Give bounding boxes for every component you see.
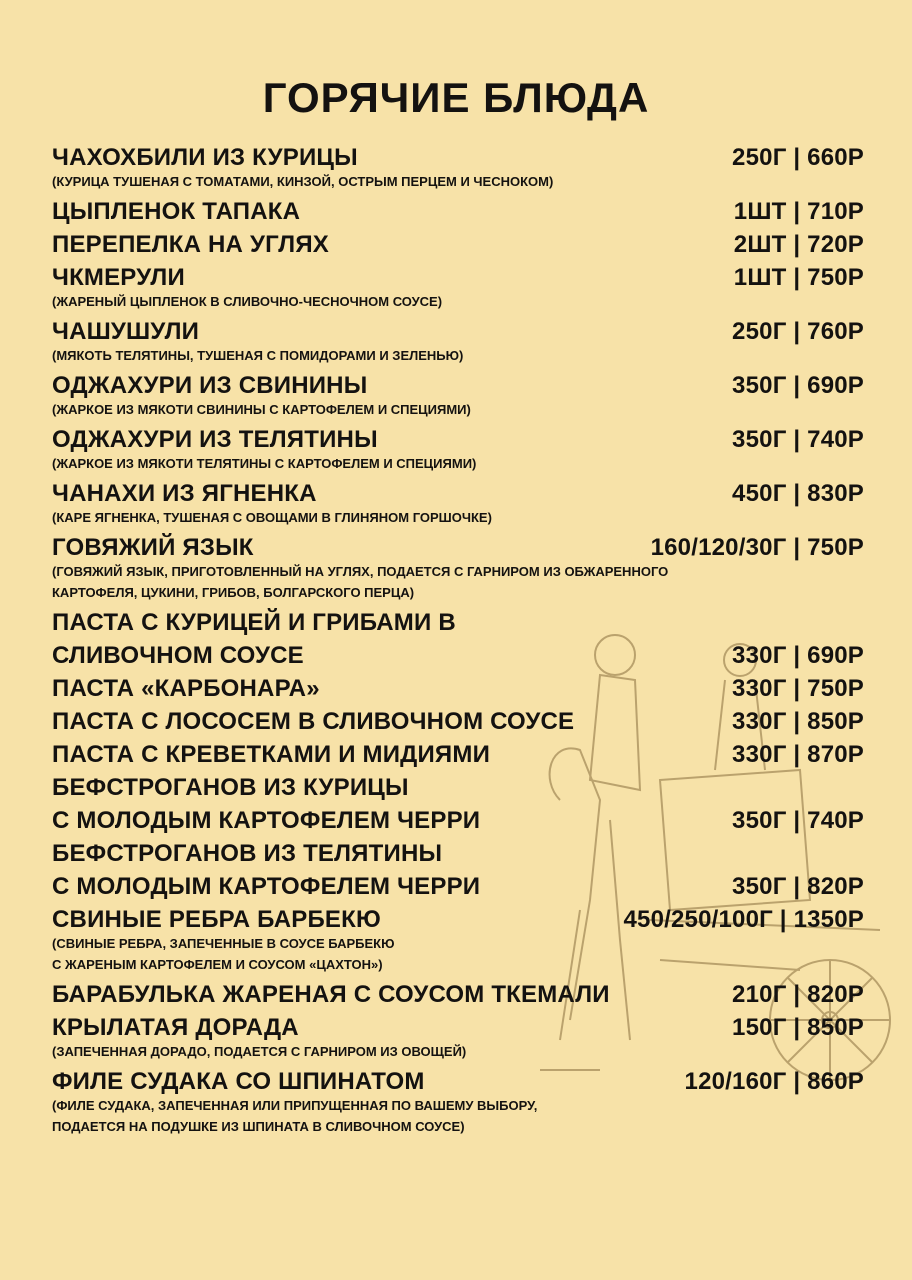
menu-item-line xyxy=(52,870,864,903)
menu-item xyxy=(52,315,864,366)
menu-item-line xyxy=(52,978,864,1011)
dish-name: ЧАНАХИ ИЗ ЯГНЕНКА xyxy=(52,479,317,507)
menu-item-line xyxy=(52,228,864,261)
dish-price: 450/250/100Г | 1350Р xyxy=(623,905,864,933)
dish-price: 330Г | 870Р xyxy=(732,740,864,768)
dish-description xyxy=(52,507,864,528)
dish-name: ЧАХОХБИЛИ ИЗ КУРИЦЫ xyxy=(52,143,358,171)
menu-item-line xyxy=(52,705,864,738)
dish-name: С МОЛОДЫМ КАРТОФЕЛЕМ ЧЕРРИ xyxy=(52,872,481,900)
menu-item xyxy=(52,369,864,420)
menu-item-line xyxy=(52,606,864,639)
menu-list xyxy=(52,141,864,1140)
dish-description xyxy=(52,399,864,420)
dish-name: ПЕРЕПЕЛКА НА УГЛЯХ xyxy=(52,230,329,258)
dish-price: 1ШТ | 710Р xyxy=(733,197,864,225)
description-line: С ЖАРЕНЫМ КАРТОФЕЛЕМ И СОУСОМ «ЦАХТОН») xyxy=(52,957,383,972)
dish-price: 250Г | 660Р xyxy=(732,143,864,171)
menu-item-line xyxy=(52,903,864,936)
menu-item-line xyxy=(52,369,864,402)
menu-item-line xyxy=(52,771,864,804)
dish-name: ЦЫПЛЕНОК ТАПАКА xyxy=(52,197,301,225)
description-line: (КАРЕ ЯГНЕНКА, ТУШЕНАЯ С ОВОЩАМИ В ГЛИНЯНОМ ГОРШОЧКЕ) xyxy=(52,510,492,525)
dish-description xyxy=(52,561,864,603)
dish-name: БЕФСТРОГАНОВ ИЗ КУРИЦЫ xyxy=(52,773,409,801)
menu-item xyxy=(52,705,864,738)
dish-name: ПАСТА С КРЕВЕТКАМИ И МИДИЯМИ xyxy=(52,740,491,768)
dish-name: СЛИВОЧНОМ СОУСЕ xyxy=(52,641,304,669)
dish-name: ЧАШУШУЛИ xyxy=(52,317,200,345)
menu-item xyxy=(52,261,864,312)
menu-item xyxy=(52,423,864,474)
dish-price: 350Г | 740Р xyxy=(732,425,864,453)
description-line: (ЖАРКОЕ ИЗ МЯКОТИ ТЕЛЯТИНЫ С КАРТОФЕЛЕМ И СПЕЦИЯМИ) xyxy=(52,456,477,471)
dish-price: 250Г | 760Р xyxy=(732,317,864,345)
dish-price: 160/120/30Г | 750Р xyxy=(650,533,864,561)
dish-description xyxy=(52,453,864,474)
menu-item xyxy=(52,978,864,1011)
menu-item-line xyxy=(52,804,864,837)
description-line: (ЖАРКОЕ ИЗ МЯКОТИ СВИНИНЫ С КАРТОФЕЛЕМ И СПЕЦИЯМИ) xyxy=(52,402,471,417)
dish-name: ПАСТА «КАРБОНАРА» xyxy=(52,674,320,702)
page-title: ГОРЯЧИЕ БЛЮДА xyxy=(262,74,650,121)
menu-item-line xyxy=(52,1065,864,1098)
dish-name: КРЫЛАТАЯ ДОРАДА xyxy=(52,1013,299,1041)
menu-item-line xyxy=(52,315,864,348)
dish-name: ОДЖАХУРИ ИЗ ТЕЛЯТИНЫ xyxy=(52,425,378,453)
menu-item-line xyxy=(52,195,864,228)
menu-item xyxy=(52,195,864,228)
dish-name: ПАСТА С КУРИЦЕЙ И ГРИБАМИ В xyxy=(52,608,456,636)
dish-price: 350Г | 820Р xyxy=(732,872,864,900)
dish-price: 330Г | 690Р xyxy=(732,641,864,669)
menu-item xyxy=(52,738,864,771)
dish-price: 210Г | 820Р xyxy=(732,980,864,1008)
menu-item-line xyxy=(52,672,864,705)
dish-price: 2ШТ | 720Р xyxy=(733,230,864,258)
menu-item-line xyxy=(52,531,864,564)
menu-item xyxy=(52,903,864,975)
menu-item xyxy=(52,141,864,192)
dish-price: 330Г | 750Р xyxy=(732,674,864,702)
dish-name: БАРАБУЛЬКА ЖАРЕНАЯ С СОУСОМ ТКЕМАЛИ xyxy=(52,980,610,1008)
dish-price: 330Г | 850Р xyxy=(732,707,864,735)
dish-name: ОДЖАХУРИ ИЗ СВИНИНЫ xyxy=(52,371,368,399)
menu-item xyxy=(52,837,864,903)
menu-item xyxy=(52,1011,864,1062)
menu-item-line xyxy=(52,639,864,672)
description-line: (ГОВЯЖИЙ ЯЗЫК, ПРИГОТОВЛЕННЫЙ НА УГЛЯХ, ПОДАЕТСЯ С ГАРНИРОМ ИЗ ОБЖАРЕННОГО xyxy=(52,564,669,579)
dish-description xyxy=(52,933,864,975)
description-line: (ЗАПЕЧЕННАЯ ДОРАДО, ПОДАЕТСЯ С ГАРНИРОМ ИЗ ОВОЩЕЙ) xyxy=(52,1044,467,1059)
dish-name: СВИНЫЕ РЕБРА БАРБЕКЮ xyxy=(52,905,381,933)
menu-item-line xyxy=(52,477,864,510)
dish-price: 150Г | 850Р xyxy=(732,1013,864,1041)
dish-description xyxy=(52,1041,864,1062)
menu-item xyxy=(52,672,864,705)
dish-name: ФИЛЕ СУДАКА СО ШПИНАТОМ xyxy=(52,1067,425,1095)
description-line: ПОДАЕТСЯ НА ПОДУШКЕ ИЗ ШПИНАТА В СЛИВОЧНОМ СОУСЕ) xyxy=(52,1119,465,1134)
dish-description xyxy=(52,291,864,312)
dish-price: 120/160Г | 860Р xyxy=(684,1067,864,1095)
dish-name: ГОВЯЖИЙ ЯЗЫК xyxy=(52,533,254,561)
menu-item xyxy=(52,606,864,672)
menu-item xyxy=(52,228,864,261)
menu-item xyxy=(52,477,864,528)
description-line: (СВИНЫЕ РЕБРА, ЗАПЕЧЕННЫЕ В СОУСЕ БАРБЕКЮ xyxy=(52,936,395,951)
description-line: (КУРИЦА ТУШЕНАЯ С ТОМАТАМИ, КИНЗОЙ, ОСТРЫМ ПЕРЦЕМ И ЧЕСНОКОМ) xyxy=(52,174,554,189)
menu-item-line xyxy=(52,423,864,456)
menu-item-line xyxy=(52,1011,864,1044)
menu-item xyxy=(52,1065,864,1137)
menu-item xyxy=(52,531,864,603)
dish-description xyxy=(52,1095,864,1137)
description-line: (ФИЛЕ СУДАКА, ЗАПЕЧЕННАЯ ИЛИ ПРИПУЩЕННАЯ ПО ВАШЕМУ ВЫБОРУ, xyxy=(52,1098,538,1113)
dish-price: 450Г | 830Р xyxy=(732,479,864,507)
dish-name: ПАСТА С ЛОСОСЕМ В СЛИВОЧНОМ СОУСЕ xyxy=(52,707,575,735)
dish-description xyxy=(52,345,864,366)
menu-item-line xyxy=(52,738,864,771)
dish-price: 1ШТ | 750Р xyxy=(733,263,864,291)
dish-price: 350Г | 690Р xyxy=(732,371,864,399)
description-line: (МЯКОТЬ ТЕЛЯТИНЫ, ТУШЕНАЯ С ПОМИДОРАМИ И ЗЕЛЕНЬЮ) xyxy=(52,348,464,363)
menu-item xyxy=(52,771,864,837)
dish-price: 350Г | 740Р xyxy=(732,806,864,834)
description-line: (ЖАРЕНЫЙ ЦЫПЛЕНОК В СЛИВОЧНО-ЧЕСНОЧНОМ СОУСЕ) xyxy=(52,294,443,309)
dish-name: БЕФСТРОГАНОВ ИЗ ТЕЛЯТИНЫ xyxy=(52,839,443,867)
description-line: КАРТОФЕЛЯ, ЦУКИНИ, ГРИБОВ, БОЛГАРСКОГО ПЕРЦА) xyxy=(52,585,415,600)
dish-name: ЧКМЕРУЛИ xyxy=(52,263,185,291)
dish-name: С МОЛОДЫМ КАРТОФЕЛЕМ ЧЕРРИ xyxy=(52,806,481,834)
menu-item-line xyxy=(52,261,864,294)
dish-description xyxy=(52,171,864,192)
menu-item-line xyxy=(52,141,864,174)
menu-item-line xyxy=(52,837,864,870)
